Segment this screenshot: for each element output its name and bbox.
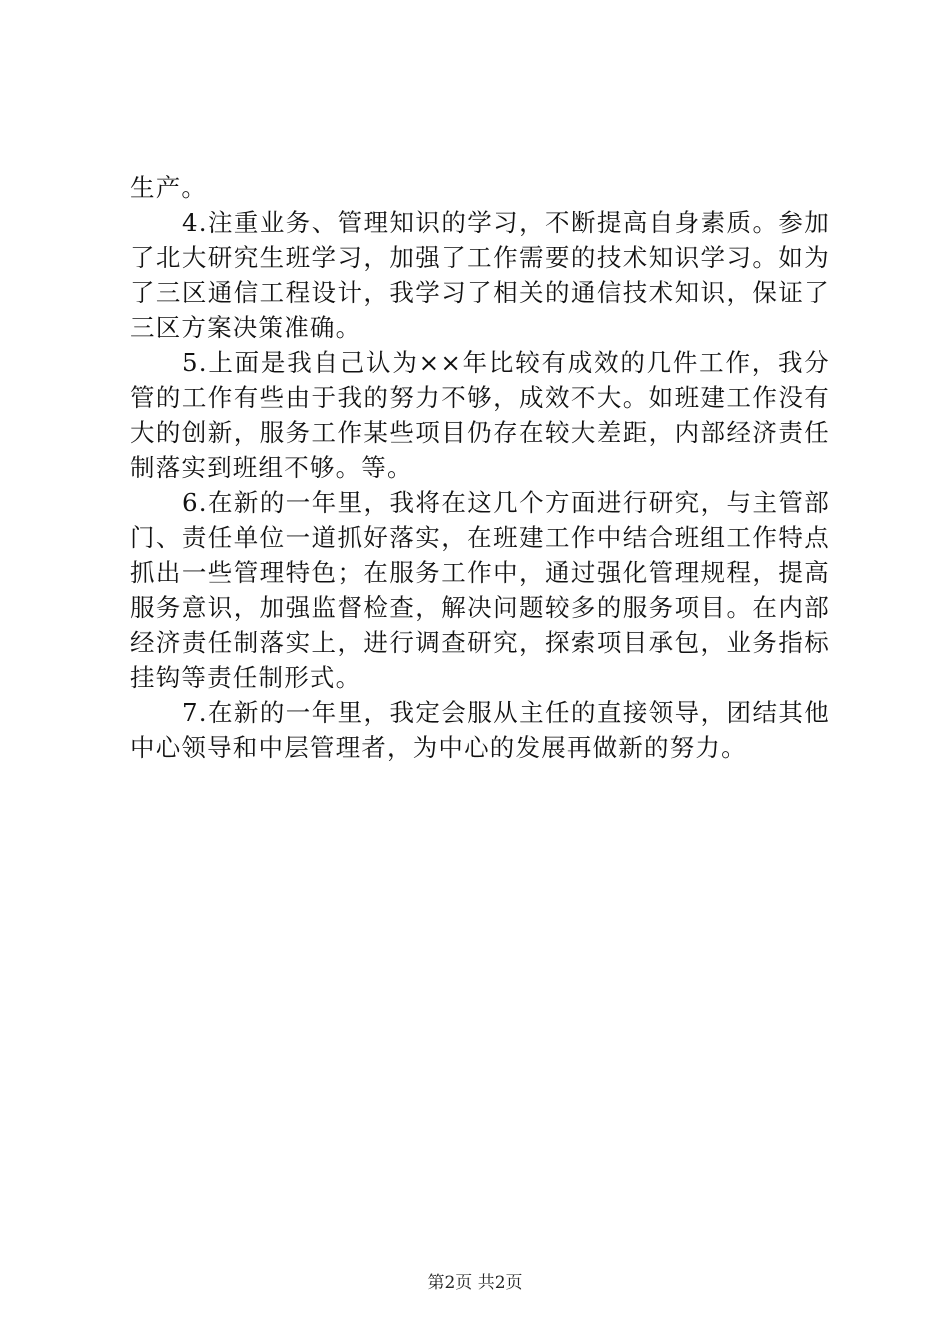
paragraph-item-7: 7.在新的一年里，我定会服从主任的直接领导，团结其他中心领导和中层管理者，为中心的发展再做新的努力。 <box>130 698 830 762</box>
paragraph-item-6: 6.在新的一年里，我将在这几个方面进行研究，与主管部门、责任单位一道抓好落实，在班建工作中结合班组工作特点抓出一些管理特色；在服务工作中，通过强化管理规程，提高服务意识，加强监督检查，解决问题较多的服务项目。在内部经济责任制落实上，进行调查研究，探索项目承包，业务指标挂钩等责任制形式。 <box>130 488 830 692</box>
page-footer: 第2页 共2页 <box>427 1273 523 1293</box>
document-body <box>130 170 830 765</box>
paragraph-item-5: 5.上面是我自己认为××年比较有成效的几件工作，我分管的工作有些由于我的努力不够，成效不大。如班建工作没有大的创新，服务工作某些项目仍存在较大差距，内部经济责任制落实到班组不够。等。 <box>130 348 830 482</box>
paragraph-item-4: 4.注重业务、管理知识的学习，不断提高自身素质。参加了北大研究生班学习，加强了工作需要的技术知识学习。如为了三区通信工程设计，我学习了相关的通信技术知识，保证了三区方案决策准确。 <box>130 208 830 342</box>
paragraph-continuation: 生产。 <box>130 173 208 202</box>
